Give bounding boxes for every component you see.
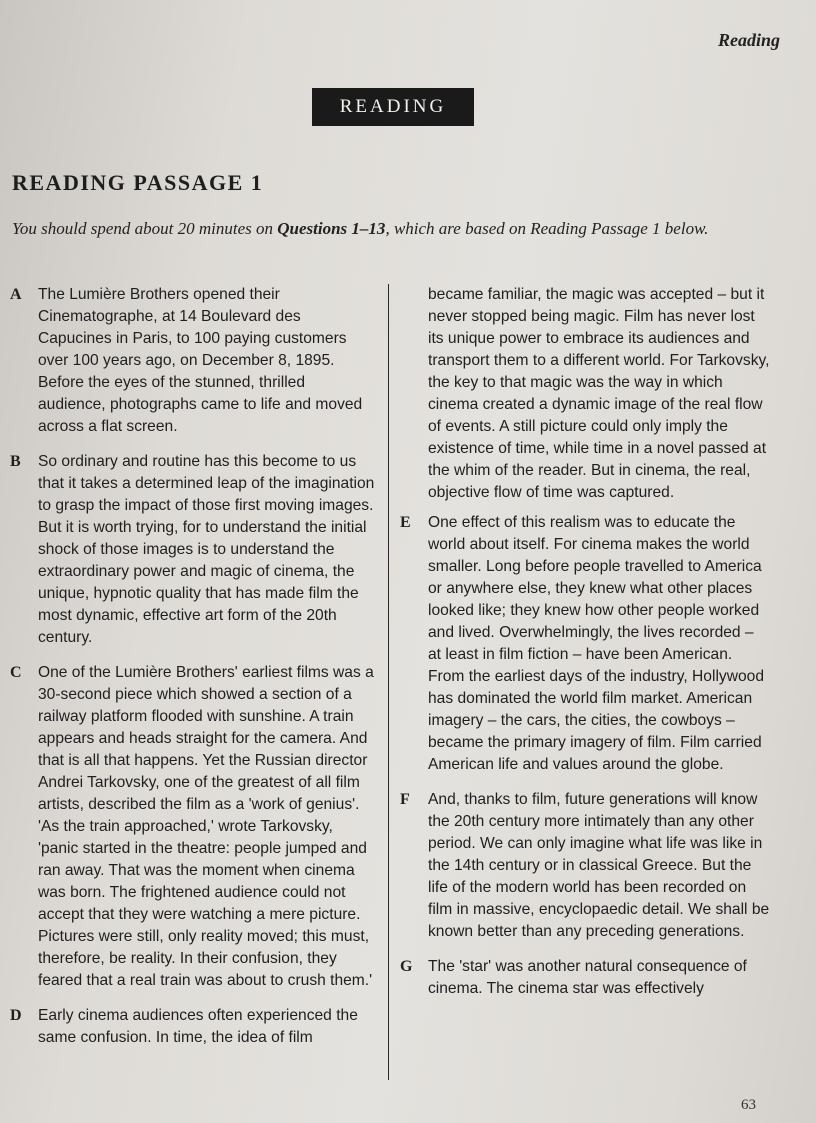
paragraph-g xyxy=(400,956,770,1000)
left-column xyxy=(10,284,376,1062)
paragraph-a xyxy=(10,284,376,438)
paragraph-letter: G xyxy=(400,958,413,975)
paragraph-letter: B xyxy=(10,453,21,470)
paragraph-text: The 'star' was another natural consequence of cinema. The cinema star was effectively xyxy=(428,958,747,997)
paragraph-text: The Lumière Brothers opened their Cinematographe, at 14 Boulevard des Capucines in Paris, to 100 paying customers over 100 years ago, on December 8, 1895. Before the eyes of the stunned, thrilled audience, photographs came to life and moved across a flat screen. xyxy=(38,286,363,435)
instructions-post: , which are based on Reading Passage 1 below. xyxy=(385,219,709,238)
paragraph-text: became familiar, the magic was accepted – but it never stopped being magic. Film has never lost its unique power to embrace its audiences and transport them to a different world. For Tarkovsky, the key to that magic was the way in which cinema created a dynamic image of the real flow of events. A still picture could only imply the existence of time, while time in a novel passed at the whim of the reader. But in cinema, the real, objective flow of time was captured. xyxy=(428,286,770,501)
paragraph-text: And, thanks to film, future generations will know the 20th century more intimately than any other period. We can only imagine what life was like in the 14th century or in classical Greece. But the life of the modern world has been recorded on film in massive, encyclopaedic detail. We shall be known better than any preceding generations. xyxy=(428,791,770,940)
column-divider xyxy=(388,284,389,1080)
paragraph-letter: C xyxy=(10,664,22,681)
paragraph-text: So ordinary and routine has this become to us that it takes a determined leap of the imagination to grasp the impact of those first moving images. But it is worth trying, for to understand the initial shock of those images is to understand the extraordinary power and magic of cinema, the unique, hypnotic quality that has made film the most dynamic, effective art form of the 20th century. xyxy=(38,453,375,646)
right-column xyxy=(400,284,770,1013)
paragraph-text: Early cinema audiences often experienced the same confusion. In time, the idea of film xyxy=(38,1007,358,1046)
paragraph-letter: E xyxy=(400,514,411,531)
running-head: Reading xyxy=(717,30,780,50)
paragraph-d-continued xyxy=(400,284,770,504)
paragraph-d xyxy=(10,1005,376,1049)
paragraph-e xyxy=(400,512,770,776)
paragraph-b xyxy=(10,451,376,649)
paragraph-text: One of the Lumière Brothers' earliest films was a 30-second piece which showed a section of a railway platform flooded with sunshine. A train appears and heads straight for the camera. And that is all that happens. Yet the Russian director Andrei Tarkovsky, one of the greatest of all film artists, described the film as a 'work of genius'. 'As the train approached,' wrote Tarkovsky, 'panic started in the theatre: people jumped and ran away. That was the moment when cinema was born. The frightened audience could not accept that they were watching a mere picture. Pictures were still, only reality moved; this must, therefore, be reality. In their confusion, they feared that a real train was about to crush them.' xyxy=(38,664,374,989)
paragraph-c xyxy=(10,662,376,992)
paragraph-text: One effect of this realism was to educate the world about itself. For cinema makes the world smaller. Long before people travelled to America or anywhere else, they knew what other places looked like; they knew how other people worked and lived. Overwhelmingly, the lives recorded – at least in film fiction – have been American. From the earliest days of the industry, Hollywood has dominated the world film market. American imagery – the cars, the cities, the cowboys – became the primary imagery of film. Film carried American life and values around the globe. xyxy=(428,514,764,773)
paragraph-letter: F xyxy=(400,791,410,808)
instructions xyxy=(12,217,772,240)
paragraph-letter: A xyxy=(10,286,22,303)
paragraph-letter: D xyxy=(10,1007,22,1024)
instructions-pre: You should spend about 20 minutes on xyxy=(12,219,278,238)
section-banner: READING xyxy=(312,88,474,126)
instructions-questions: Questions 1–13 xyxy=(277,219,386,238)
paragraph-f xyxy=(400,789,770,943)
page-number: 63 xyxy=(741,1097,756,1113)
passage-title: READING PASSAGE 1 xyxy=(12,170,264,195)
